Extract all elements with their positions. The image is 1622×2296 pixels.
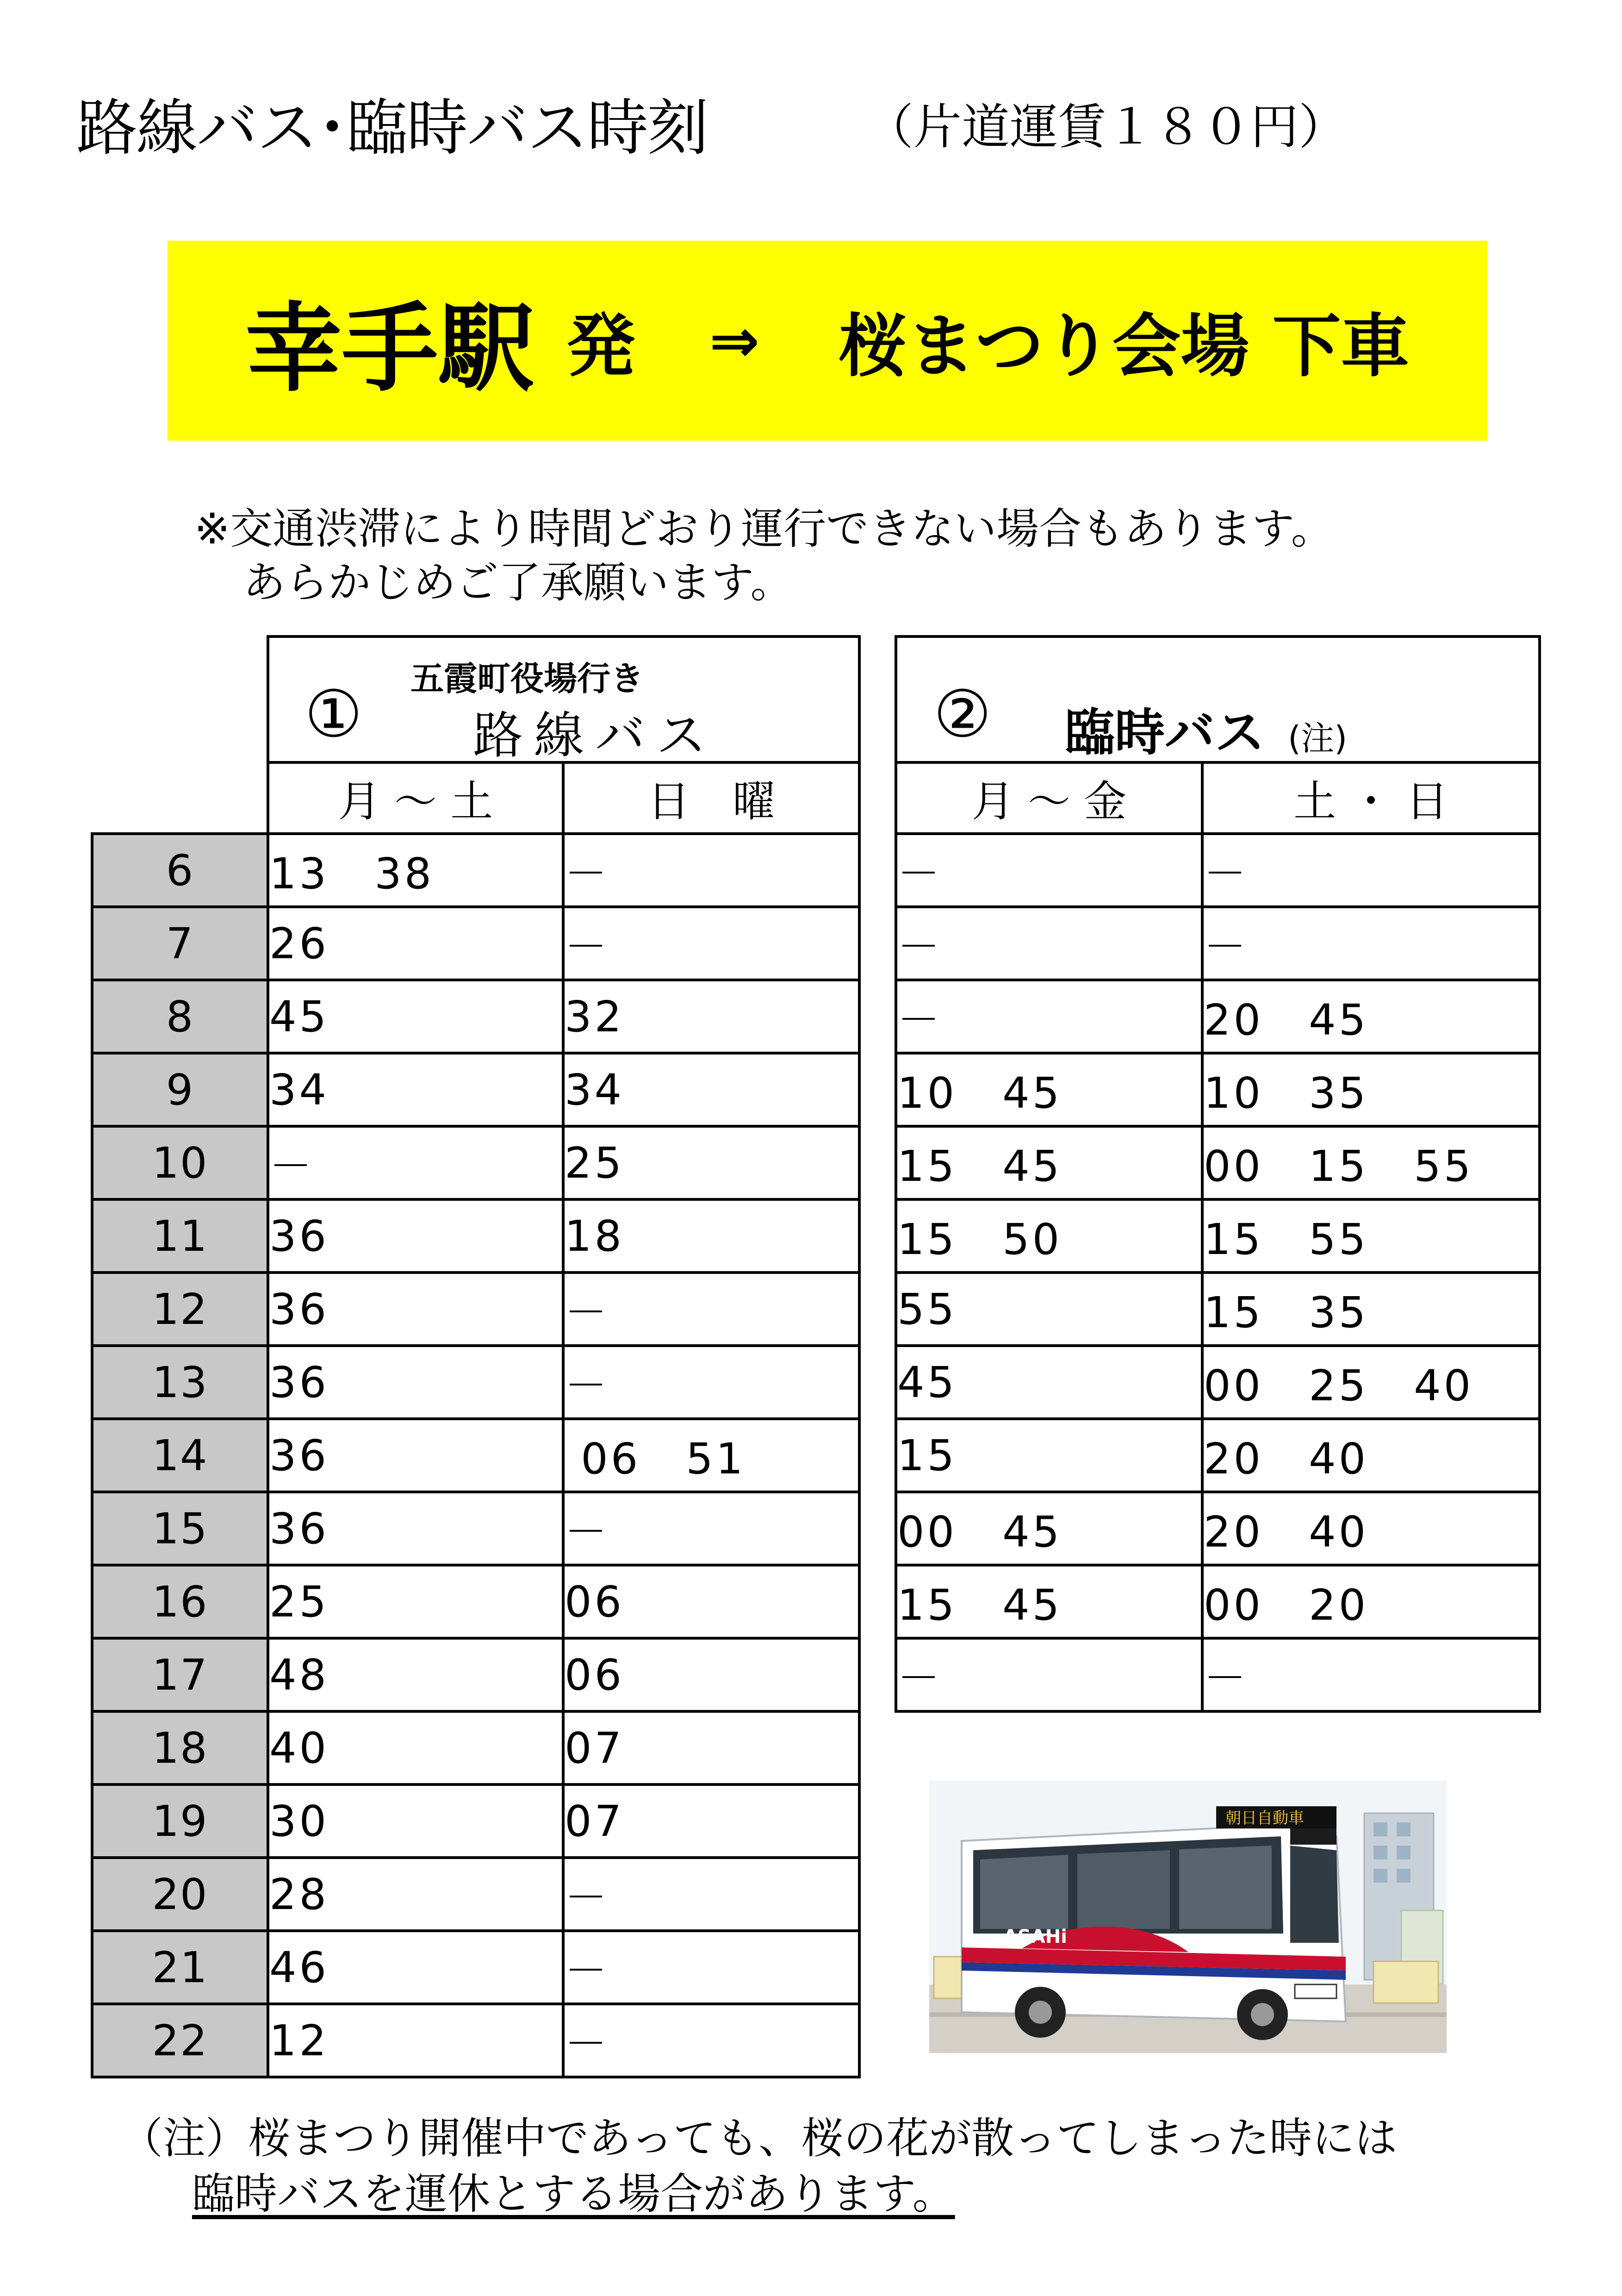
table-row: [896, 834, 1540, 907]
sunday-times-cell: 06: [563, 1565, 859, 1638]
weekday-times-cell: 45: [896, 1346, 1202, 1419]
weekend-times-cell: －: [1202, 834, 1540, 907]
table-row: [92, 1346, 859, 1419]
table-row: [92, 1638, 859, 1711]
table-row: [896, 1492, 1540, 1565]
column-header-weekday: 月 ～ 土: [268, 762, 563, 834]
table-row: [896, 907, 1540, 980]
weekday-times-cell: －: [896, 834, 1202, 907]
sunday-times-cell: 06 51: [563, 1419, 859, 1492]
route-banner: [168, 241, 1487, 441]
route-number: ①: [305, 677, 363, 752]
table-row: [896, 980, 1540, 1053]
notice-line-2: あらかじめご了承願います。: [243, 558, 793, 607]
extra-bus-header: [896, 636, 1540, 762]
bus-icon: [929, 1781, 1447, 2053]
weekend-times-cell: －: [1202, 1638, 1540, 1711]
route-name: 路線バス: [473, 707, 718, 765]
weekday-times-cell: 28: [268, 1858, 563, 1931]
table-row: [92, 1273, 859, 1346]
table-row: [896, 1273, 1540, 1346]
hour-cell: 20: [92, 1858, 268, 1931]
bus-brand-text: ASAHi: [1003, 1926, 1067, 1947]
sunday-times-cell: －: [563, 1492, 859, 1565]
sunday-times-cell: －: [563, 1273, 859, 1346]
hour-cell: 22: [92, 2004, 268, 2077]
sunday-times-cell: 18: [563, 1199, 859, 1273]
weekday-times-cell: 10 45: [896, 1053, 1202, 1126]
sunday-times-cell: 07: [563, 1784, 859, 1858]
weekend-times-cell: 00 25 40: [1202, 1346, 1540, 1419]
hour-cell: 18: [92, 1711, 268, 1784]
alight-label: 下車: [1272, 306, 1410, 386]
column-header-weekend: 土 ・ 日: [1202, 762, 1540, 834]
weekday-times-cell: 55: [896, 1273, 1202, 1346]
weekday-times-cell: 45: [268, 980, 563, 1053]
hour-cell: 6: [92, 834, 268, 907]
table-row: [92, 1784, 859, 1858]
weekday-times-cell: 15 45: [896, 1565, 1202, 1638]
weekday-times-cell: －: [268, 1126, 563, 1199]
table-row: [92, 1711, 859, 1784]
hour-cell: 7: [92, 907, 268, 980]
extra-route-label: 臨時バス: [1065, 704, 1265, 762]
hour-cell: 14: [92, 1419, 268, 1492]
table-row: [896, 1346, 1540, 1419]
weekday-times-cell: 30: [268, 1784, 563, 1858]
sunday-times-cell: 07: [563, 1711, 859, 1784]
weekday-times-cell: 36: [268, 1199, 563, 1273]
weekday-times-cell: 25: [268, 1565, 563, 1638]
table-row: [92, 980, 859, 1053]
hour-cell: 8: [92, 980, 268, 1053]
weekday-times-cell: 12: [268, 2004, 563, 2077]
extra-bus-timetable: [895, 635, 1541, 1713]
page-title: 路線バス･臨時バス時刻: [76, 93, 708, 164]
sunday-times-cell: －: [563, 1858, 859, 1931]
table-row: [92, 1565, 859, 1638]
weekday-times-cell: 40: [268, 1711, 563, 1784]
weekend-times-cell: 00 20: [1202, 1565, 1540, 1638]
table-row: [896, 1638, 1540, 1711]
arrow-icon: ⇒: [709, 306, 760, 376]
hour-cell: 16: [92, 1565, 268, 1638]
table-row: [896, 1126, 1540, 1199]
destination-stop: 桜まつり会場: [838, 306, 1249, 386]
column-header-weekday: 月 ～ 金: [896, 762, 1202, 834]
footnote-line-2: 臨時バスを運休とする場合があります。: [192, 2169, 955, 2219]
sunday-times-cell: －: [563, 2004, 859, 2077]
weekend-times-cell: 00 15 55: [1202, 1126, 1540, 1199]
weekend-times-cell: 20 40: [1202, 1419, 1540, 1492]
table-row: [896, 1053, 1540, 1126]
note-mark: (注): [1288, 719, 1348, 758]
weekday-times-cell: 36: [268, 1273, 563, 1346]
weekend-times-cell: 10 35: [1202, 1053, 1540, 1126]
sunday-times-cell: 34: [563, 1053, 859, 1126]
hour-cell: 13: [92, 1346, 268, 1419]
hour-cell: 17: [92, 1638, 268, 1711]
weekday-times-cell: 13 38: [268, 834, 563, 907]
weekday-times-cell: 26: [268, 907, 563, 980]
weekend-times-cell: 15 35: [1202, 1273, 1540, 1346]
weekday-times-cell: 46: [268, 1931, 563, 2004]
weekday-times-cell: 15: [896, 1419, 1202, 1492]
weekday-times-cell: －: [896, 1638, 1202, 1711]
table-row: [896, 1565, 1540, 1638]
origin-station: 幸手駅: [245, 293, 534, 405]
fare-note: （片道運賃１８０円）: [865, 99, 1347, 155]
weekday-times-cell: 36: [268, 1492, 563, 1565]
bus-sign-text: 朝日自動車: [1225, 1809, 1304, 1828]
table-row: [92, 834, 859, 907]
hour-cell: 9: [92, 1053, 268, 1126]
sunday-times-cell: 32: [563, 980, 859, 1053]
weekday-times-cell: 15 50: [896, 1199, 1202, 1273]
sunday-times-cell: －: [563, 907, 859, 980]
sunday-times-cell: 06: [563, 1638, 859, 1711]
table-row: [92, 1419, 859, 1492]
table-row: [92, 907, 859, 980]
footnote-line-1: （注）桜まつり開催中であっても、桜の花が散ってしまった時には: [120, 2114, 1398, 2163]
departure-label: 発: [566, 306, 635, 386]
weekend-times-cell: 20 45: [1202, 980, 1540, 1053]
table-row: [92, 1858, 859, 1931]
table-row: [896, 1199, 1540, 1273]
route-bus-timetable: [91, 635, 861, 2078]
sunday-times-cell: －: [563, 834, 859, 907]
weekend-times-cell: 20 40: [1202, 1492, 1540, 1565]
weekday-times-cell: 36: [268, 1346, 563, 1419]
extra-number: ②: [933, 677, 992, 752]
weekday-times-cell: 48: [268, 1638, 563, 1711]
table-row: [92, 1931, 859, 2004]
extra-route-name: [1065, 693, 1347, 764]
hour-cell: 15: [92, 1492, 268, 1565]
blank-cell: [92, 636, 268, 762]
weekday-times-cell: 15 45: [896, 1126, 1202, 1199]
weekday-times-cell: 36: [268, 1419, 563, 1492]
hour-cell: 12: [92, 1273, 268, 1346]
route-destination: 五霞町役場行き: [410, 659, 644, 698]
weekday-times-cell: －: [896, 907, 1202, 980]
hour-cell: 11: [92, 1199, 268, 1273]
sunday-times-cell: －: [563, 1346, 859, 1419]
weekend-times-cell: 15 55: [1202, 1199, 1540, 1273]
blank-cell: [92, 762, 268, 834]
weekday-times-cell: －: [896, 980, 1202, 1053]
notice-line-1: ※交通渋滞により時間どおり運行できない場合もあります。: [194, 504, 1334, 554]
weekday-times-cell: 00 45: [896, 1492, 1202, 1565]
sunday-times-cell: －: [563, 1931, 859, 2004]
weekday-times-cell: 34: [268, 1053, 563, 1126]
footnote: [120, 2111, 1397, 2222]
table-row: [92, 1199, 859, 1273]
table-row: [896, 1419, 1540, 1492]
route-bus-header: [268, 636, 859, 765]
column-header-sunday: 日 曜: [563, 762, 859, 834]
hour-cell: 21: [92, 1931, 268, 2004]
sunday-times-cell: 25: [563, 1126, 859, 1199]
weekend-times-cell: －: [1202, 907, 1540, 980]
table-row: [92, 1126, 859, 1199]
hour-cell: 19: [92, 1784, 268, 1858]
table-row: [92, 1053, 859, 1126]
table-row: [92, 2004, 859, 2077]
delay-notice: [194, 502, 1334, 610]
hour-cell: 10: [92, 1126, 268, 1199]
table-row: [92, 1492, 859, 1565]
